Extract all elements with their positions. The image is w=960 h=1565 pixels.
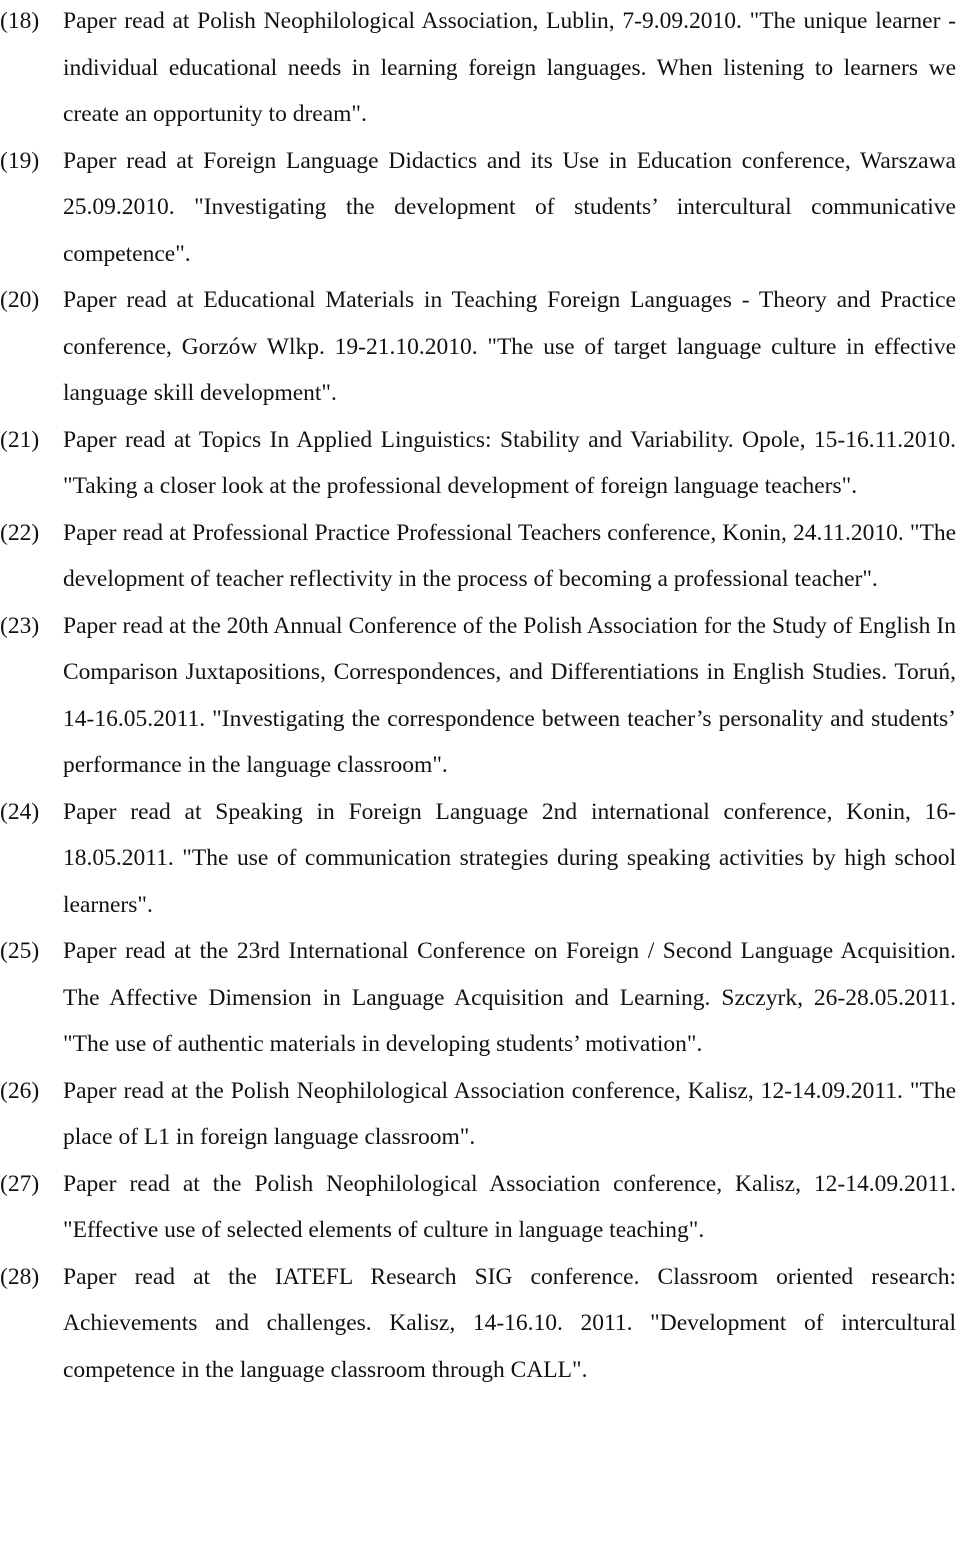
list-item [0,0,960,138]
item-number: (18) [0,8,40,34]
list-item [0,417,960,510]
list-item [0,1254,960,1394]
item-text: Paper read at Educational Materials in Teaching Foreign Languages - Theory and Practice conference, Gorzów Wlkp. 19-21.10.2010. "The use of target language culture in effective language skill development". [63,287,956,406]
item-number: (23) [0,612,40,639]
item-text: Paper read at Speaking in Foreign Language 2nd international conference, Konin, 16-18.05.2011. "The use of communication strategies during speaking activities by high school learners". [63,798,956,918]
list-item [0,928,960,1068]
item-text: Paper read at the Polish Neophilological Association conference, Kalisz, 12-14.09.2011. "The place of L1 in foreign language classroom". [63,1077,956,1150]
list-item [0,1068,960,1161]
item-number: (24) [0,798,40,825]
item-text: Paper read at the Polish Neophilological Association conference, Kalisz, 12-14.09.2011. "Effective use of selected elements of culture in language teaching". [63,1170,956,1243]
list-item [0,603,960,789]
item-number: (22) [0,519,40,546]
item-text: Paper read at the 23rd International Conference on Foreign / Second Language Acquisition. The Affective Dimension in Language Acquisition and Learning. Szczyrk, 26-28.05.2011. "The use of authentic materials in developing students’ motivation". [63,938,956,1057]
list-item [0,789,960,929]
item-text: Paper read at Professional Practice Professional Teachers conference, Konin, 24.11.2010. "The development of teacher reflectivity in the process of becoming a professional teacher". [63,519,956,592]
item-number: (27) [0,1170,40,1197]
item-number: (25) [0,938,40,964]
item-number: (26) [0,1077,40,1104]
list-item [0,510,960,603]
item-number: (20) [0,287,40,313]
item-text: Paper read at Foreign Language Didactics and its Use in Education conference, Warszawa 25.09.2010. "Investigating the development of students’ intercultural communicative competence". [63,147,956,267]
item-number: (21) [0,426,40,453]
list-item [0,138,960,278]
item-text: Paper read at Polish Neophilological Association, Lublin, 7-9.09.2010. "The unique learner - individual educational needs in learning foreign languages. When listening to learners we create an opportunity to dream". [63,8,956,127]
item-text: Paper read at the 20th Annual Conference of the Polish Association for the Study of English In Comparison Juxtapositions, Correspondences, and Differentiations in English Studies. Toruń, 14-16.05.2011. "Investigating the correspondence between teacher’s personality and students’ performance in the language classroom". [63,612,956,778]
list-item [0,1161,960,1254]
list-item [0,277,960,417]
item-text: Paper read at the IATEFL Research SIG conference. Classroom oriented research: Achievements and challenges. Kalisz, 14-16.10. 2011. "Development of intercultural competence in the language classroom through CALL". [63,1263,956,1383]
item-text: Paper read at Topics In Applied Linguistics: Stability and Variability. Opole, 15-16.11.2010. "Taking a closer look at the professional development of foreign language teachers". [63,426,956,499]
item-number: (28) [0,1263,40,1290]
item-number: (19) [0,147,40,174]
